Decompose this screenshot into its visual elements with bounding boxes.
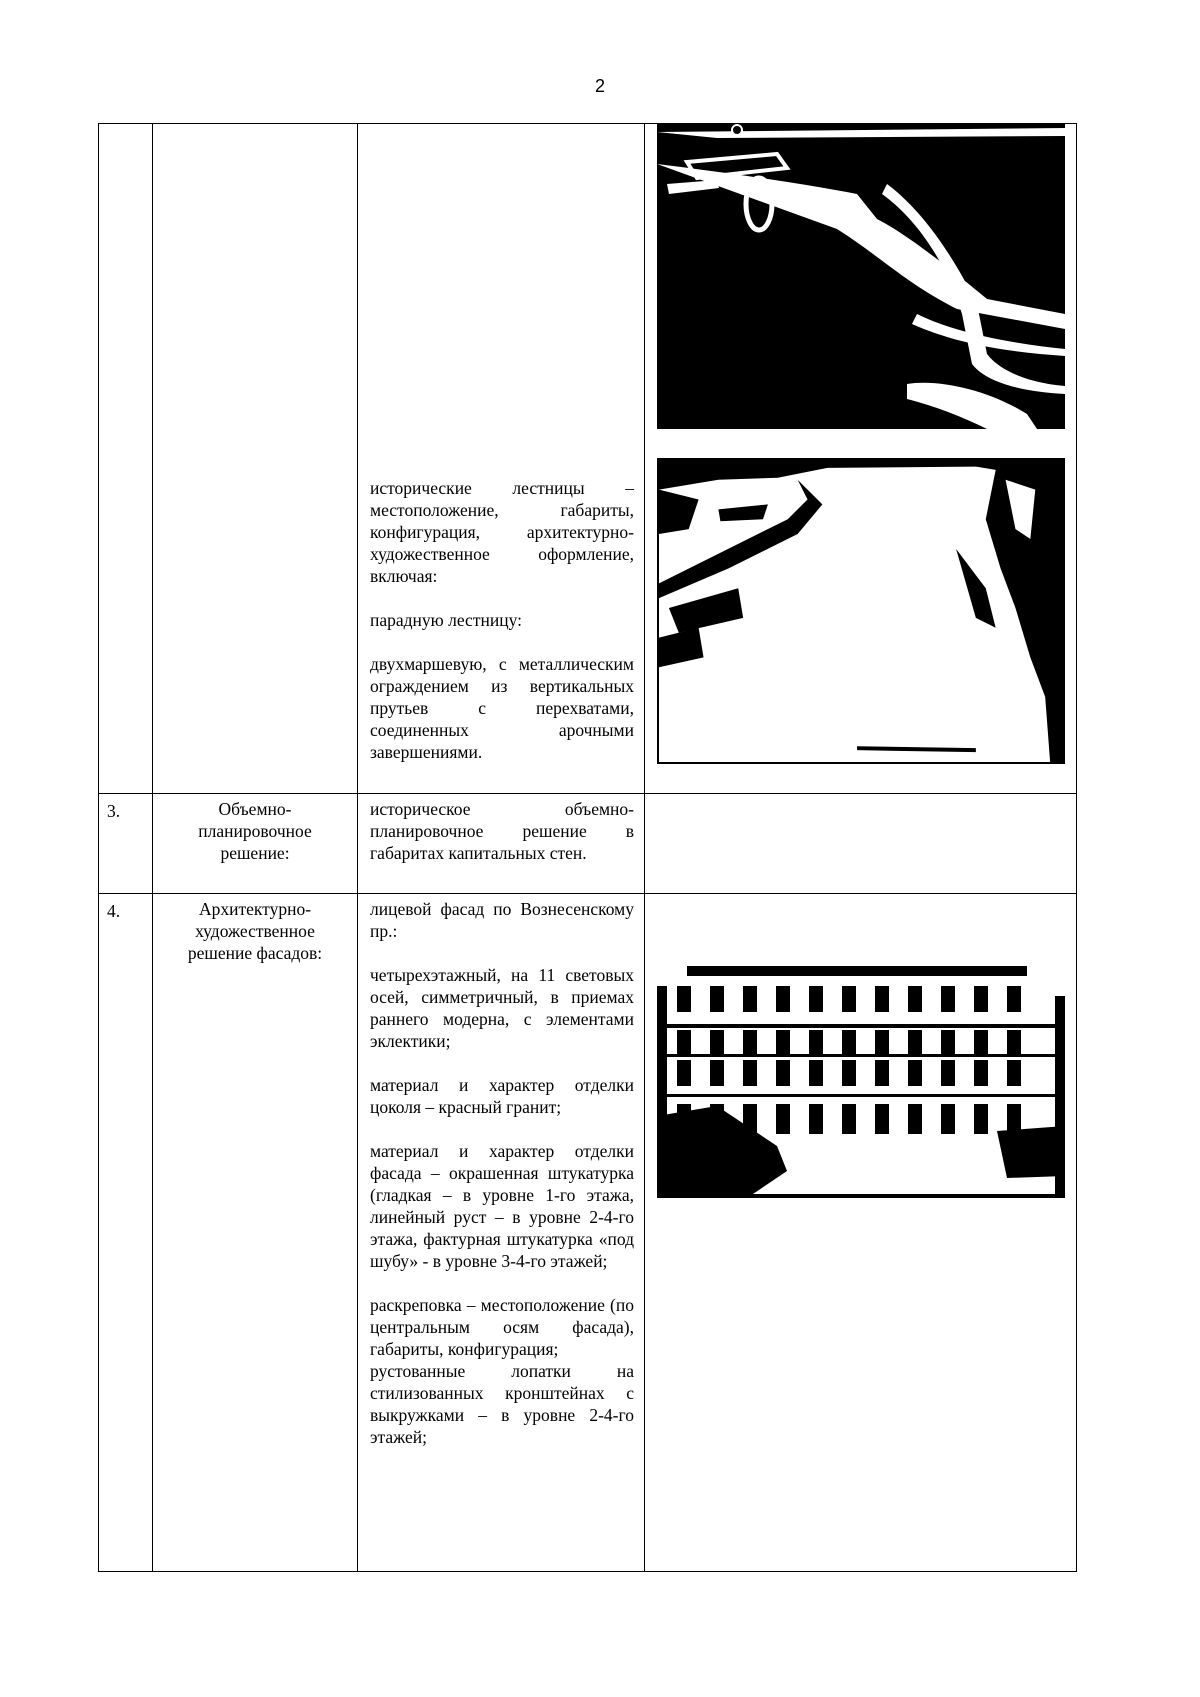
facade-window [743,986,757,1012]
page-number: 2 [594,76,605,96]
description-cell [358,124,645,794]
facade-window [908,1030,922,1056]
criterion-cell [153,124,358,794]
facade-window [974,1030,988,1056]
facade-window [1007,1060,1021,1086]
description-paragraph: материал и характер отделки цоколя – красный гранит; [370,1075,634,1117]
facade-window [809,1030,823,1056]
facade-window [809,1060,823,1086]
monument-subject-table [98,123,1077,1572]
facade-window [941,986,955,1012]
facade-window [908,1060,922,1086]
facade-window [974,1104,988,1134]
facade-window [809,986,823,1012]
facade-window [908,986,922,1012]
photo-cell [645,124,1077,794]
description-cell [358,894,645,1572]
description-paragraph: исторические лестницы – местоположение, габариты, конфигурация, архитектурно-художественное оформление, включая: [370,478,634,586]
photo-cell [645,894,1077,1572]
table-row-facades [99,894,1077,1572]
facade-window [842,1060,856,1086]
facade-window [875,1030,889,1056]
description-paragraph: раскреповка – местоположение (по центральным осям фасада), габариты, конфигурация; [370,1295,634,1359]
description-paragraph: четырехэтажный, на 11 световых осей, симметричный, в приемах раннего модерна, с элементами эклектики; [370,965,634,1051]
description-paragraph: историческое объемно-планировочное решение в габаритах капитальных стен. [370,799,634,863]
facade-window [710,1060,724,1086]
row-number: 4. [99,894,153,1572]
facade-window [743,1060,757,1086]
facade-window [677,1060,691,1086]
facade-window [842,986,856,1012]
facade-window [941,1030,955,1056]
table-row-stairs [99,124,1077,794]
photo-stair-railing [657,124,1065,429]
facade-window [875,1104,889,1134]
facade-window [1007,1104,1021,1134]
facade-window [974,1060,988,1086]
facade-window [1007,986,1021,1012]
photo-cell [645,794,1077,894]
row-number [99,124,153,794]
facade-window [776,986,790,1012]
table-row-planning [99,794,1077,894]
criterion-cell: Архитектурно-художественное решение фасадов: [153,894,358,1572]
facade-window [809,1104,823,1134]
facade-window [743,1030,757,1056]
facade-window [842,1104,856,1134]
facade-window [743,1104,757,1134]
facade-window [776,1104,790,1134]
description-paragraph: материал и характер отделки фасада – окрашенная штукатурка (гладкая – в уровне 1-го этажа, линейный руст – в уровне 2-4-го этажа, фактурная штукатурка «под шубу» - в уровне 3-4-го этажей; [370,1141,634,1271]
facade-window [1007,1030,1021,1056]
facade-window [710,1030,724,1056]
facade-window [875,1060,889,1086]
facade-window [908,1104,922,1134]
criterion-cell: Объемно-планировочное решение: [153,794,358,894]
facade-window [677,1030,691,1056]
facade-window [776,1030,790,1056]
description-paragraph: двухмаршевую, с металлическим ограждением из вертикальных прутьев с перехватами, соединенных арочными завершениями. [370,654,634,762]
facade-window [677,1104,691,1134]
facade-window [710,1104,724,1134]
facade-window [941,1104,955,1134]
facade-window [875,986,889,1012]
photo-facade [657,956,1065,1198]
facade-window [974,986,988,1012]
facade-window [710,986,724,1012]
description-paragraph: рустованные лопатки на стилизованных кронштейнах с выкружками – в уровне 2-4-го этажей; [370,1361,634,1447]
facade-window [776,1060,790,1086]
facade-window [842,1030,856,1056]
facade-window [941,1060,955,1086]
description-paragraph: лицевой фасад по Вознесенскому пр.: [370,899,634,941]
photo-stairwell [657,458,1065,764]
facade-window [677,986,691,1012]
description-cell [358,794,645,894]
description-paragraph: парадную лестницу: [370,610,522,630]
row-number: 3. [99,794,153,894]
